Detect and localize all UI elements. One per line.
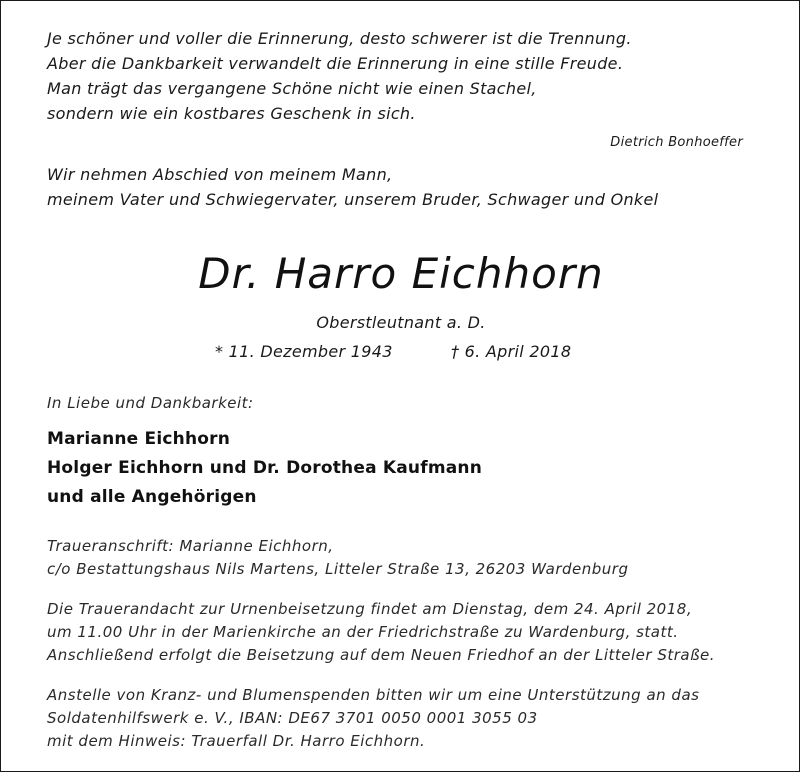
service-line-1: Die Trauerandacht zur Urnenbeisetzung findet am Dienstag, dem 24. April 2018, <box>47 600 693 618</box>
deceased-name: Dr. Harro Eichhorn <box>198 249 604 298</box>
deceased-rank: Oberstleutnant a. D. <box>316 313 486 332</box>
farewell-line-1: Wir nehmen Abschied von meinem Mann, <box>47 165 393 184</box>
mourners-intro: In Liebe und Dankbarkeit: <box>47 394 254 412</box>
poem-author: Dietrich Bonhoeffer <box>610 135 743 150</box>
poem-line-4: sondern wie ein kostbares Geschenk in sich. <box>47 104 416 123</box>
mourner-line: Holger Eichhorn und Dr. Dorothea Kaufmann <box>47 458 483 478</box>
poem-line-3: Man trägt das vergangene Schöne nicht wie einen Stachel, <box>47 79 537 98</box>
poem-line-1: Je schöner und voller die Erinnerung, desto schwerer ist die Trennung. <box>47 29 632 48</box>
service-line-3: Anschließend erfolgt die Beisetzung auf dem Neuen Friedhof an der Litteler Straße. <box>47 646 716 664</box>
address-line-2: c/o Bestattungshaus Nils Martens, Litteler Straße 13, 26203 Wardenburg <box>47 560 629 578</box>
donation-line-2: Soldatenhilfswerk e. V., IBAN: DE67 3701 0050 0001 3055 03 <box>47 709 538 727</box>
donation-line-1: Anstelle von Kranz- und Blumenspenden bitten wir um eine Unterstützung an das <box>47 686 700 704</box>
donation-line-3: mit dem Hinweis: Trauerfall Dr. Harro Eichhorn. <box>47 732 426 750</box>
service-line-2: um 11.00 Uhr in der Marienkirche an der Friedrichstraße zu Wardenburg, statt. <box>47 623 679 641</box>
mourner-line: und alle Angehörigen <box>47 487 257 507</box>
birth-date: * 11. Dezember 1943 <box>215 342 393 361</box>
poem-line-2: Aber die Dankbarkeit verwandelt die Erinnerung in eine stille Freude. <box>47 54 624 73</box>
mourner-line: Marianne Eichhorn <box>47 429 231 449</box>
death-date: † 6. April 2018 <box>451 342 572 361</box>
address-line-1: Traueranschrift: Marianne Eichhorn, <box>47 537 334 555</box>
farewell-line-2: meinem Vater und Schwiegervater, unserem Bruder, Schwager und Onkel <box>47 190 659 209</box>
